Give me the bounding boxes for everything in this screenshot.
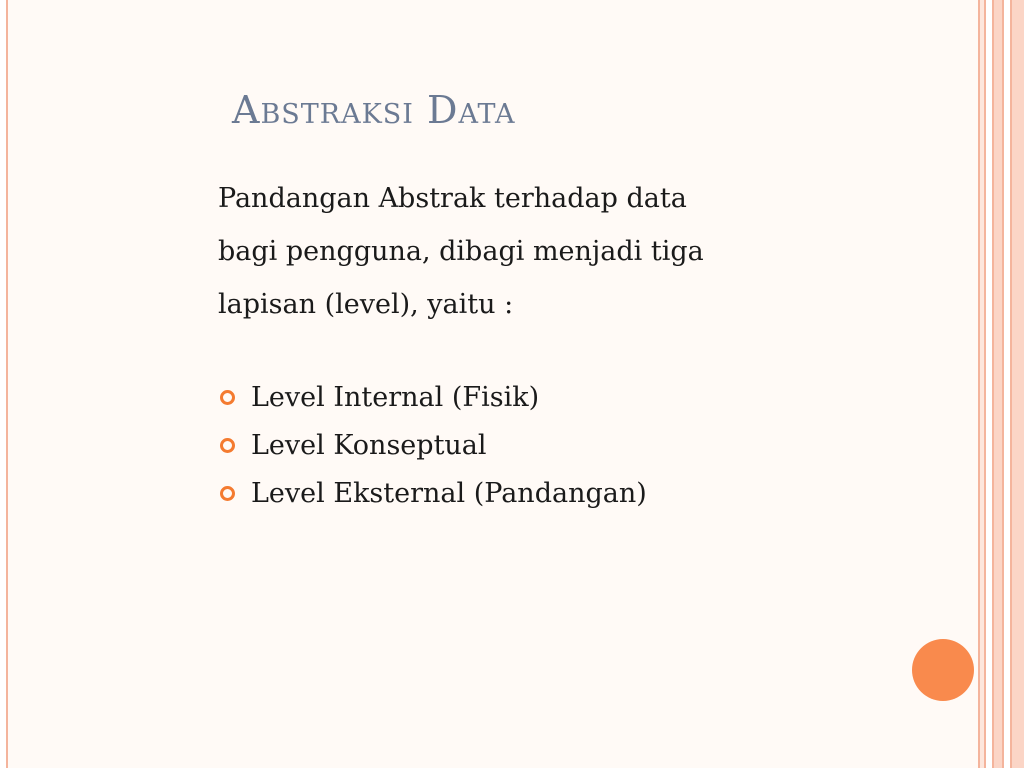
bullet-circle-icon	[220, 438, 235, 453]
intro-line: Pandangan Abstrak terhadap data	[218, 183, 687, 214]
intro-line: lapisan (level), yaitu :	[218, 289, 514, 320]
stripe	[1010, 0, 1024, 768]
bullet-item	[218, 469, 938, 517]
intro-line: bagi pengguna, dibagi menjadi tiga	[218, 236, 704, 267]
bullet-circle-icon	[220, 390, 235, 405]
bullet-text: Level Eksternal (Pandangan)	[251, 477, 647, 509]
slide-title: Abstraksi Data	[232, 88, 516, 132]
orange-circle-decoration	[912, 639, 974, 701]
left-frame-border	[0, 0, 8, 768]
stripe	[1002, 0, 1010, 768]
bullet-item	[218, 373, 938, 421]
intro-paragraph	[218, 172, 938, 331]
bullet-list	[218, 373, 938, 517]
slide-content	[218, 172, 938, 517]
bullet-item	[218, 421, 938, 469]
stripe	[984, 0, 992, 768]
bullet-circle-icon	[220, 486, 235, 501]
bullet-text: Level Internal (Fisik)	[251, 381, 540, 413]
right-decorative-stripes	[978, 0, 1024, 768]
stripe	[992, 0, 1002, 768]
bullet-text: Level Konseptual	[251, 429, 487, 461]
